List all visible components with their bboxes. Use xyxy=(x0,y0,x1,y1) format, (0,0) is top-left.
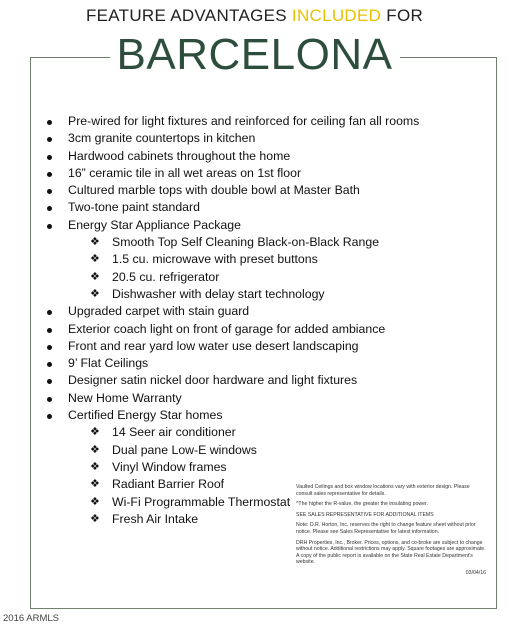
bullet-icon xyxy=(47,397,52,402)
page-title: BARCELONA xyxy=(116,30,393,79)
list-item: Cultured marble tops with double bowl at Master Bath xyxy=(40,182,419,199)
sub-list-item: ❖ Smooth Top Self Cleaning Black-on-Black Range xyxy=(40,234,419,251)
sub-list-item: ❖ Wi-Fi Programmable Thermostat xyxy=(40,494,419,511)
list-item: 3cm granite countertops in kitchen xyxy=(40,130,419,147)
bullet-icon xyxy=(47,137,52,142)
sub-list-item: ❖ 14 Seer air conditioner xyxy=(40,424,419,441)
note-vaulted-ceilings: Vaulted Ceilings and box window locations vary with exterior design. Please consult sales representative for details. xyxy=(296,484,470,497)
diamond-bullet-icon: ❖ xyxy=(90,287,100,300)
diamond-bullet-icon: ❖ xyxy=(90,495,100,508)
bullet-icon xyxy=(47,379,52,384)
page-header xyxy=(0,6,509,26)
diamond-bullet-icon: ❖ xyxy=(90,460,100,473)
header-suffix: FOR xyxy=(381,6,424,25)
diamond-bullet-icon: ❖ xyxy=(90,512,100,525)
fine-print xyxy=(296,484,486,577)
note-broker: DRH Properties, Inc., Broker. Prices, options, and co-broke are subject to change without notice. Additional restrictions may apply. Square footages are approximate. A copy of the public report is available on the State Real Estate Department's website. xyxy=(296,539,486,566)
note-sales-rep: SEE SALES REPRESENTATIVE FOR ADDITIONAL ITEMS xyxy=(296,511,434,518)
bullet-icon xyxy=(47,155,52,160)
list-item: Pre-wired for light fixtures and reinforced for ceiling fan all rooms xyxy=(40,113,419,130)
note-r-value: ^The higher the R-value, the greater the insulating power. xyxy=(296,501,428,508)
list-item: Two-tone paint standard xyxy=(40,199,419,216)
diamond-bullet-icon: ❖ xyxy=(90,478,100,491)
header-prefix: FEATURE ADVANTAGES xyxy=(85,6,292,25)
bullet-icon xyxy=(47,414,52,419)
list-item: Certified Energy Star homes xyxy=(40,407,419,424)
sub-list-item: ❖ Dual pane Low-E windows xyxy=(40,442,419,459)
bullet-icon xyxy=(47,345,52,350)
diamond-bullet-icon: ❖ xyxy=(90,443,100,456)
list-item: Upgraded carpet with stain guard xyxy=(40,303,419,320)
list-item: 9’ Flat Ceilings xyxy=(40,355,419,372)
sub-list-item: ❖ Vinyl Window frames xyxy=(40,459,419,476)
feature-list xyxy=(40,113,419,528)
diamond-bullet-icon: ❖ xyxy=(90,236,100,249)
list-item: 16” ceramic tile in all wet areas on 1st floor xyxy=(40,165,419,182)
sub-list-item: ❖ 1.5 cu. microwave with preset buttons xyxy=(40,251,419,268)
bullet-icon xyxy=(47,172,52,177)
list-item: Designer satin nickel door hardware and light fixtures xyxy=(40,372,419,389)
diamond-bullet-icon: ❖ xyxy=(90,270,100,283)
bullet-icon xyxy=(47,362,52,367)
sub-list-item: ❖ 20.5 cu. refrigerator xyxy=(40,269,419,286)
sub-list-item: ❖ Fresh Air Intake xyxy=(40,511,419,528)
list-item: Energy Star Appliance Package xyxy=(40,217,419,234)
diamond-bullet-icon: ❖ xyxy=(90,253,100,266)
bullet-icon xyxy=(47,120,52,125)
diamond-bullet-icon: ❖ xyxy=(90,426,100,439)
copyright-label: 2016 ARMLS xyxy=(3,613,59,624)
list-item: Hardwood cabinets throughout the home xyxy=(40,148,419,165)
bullet-icon xyxy=(47,189,52,194)
list-item: Front and rear yard low water use desert landscaping xyxy=(40,338,419,355)
sub-list-item: ❖ Radiant Barrier Roof xyxy=(40,476,419,493)
list-item: New Home Warranty xyxy=(40,390,419,407)
list-item: Exterior coach light on front of garage for added ambiance xyxy=(40,321,419,338)
bullet-icon xyxy=(47,310,52,315)
appliance-group xyxy=(40,234,419,303)
bullet-icon xyxy=(47,224,52,229)
note-horton: Note: D.R. Horton, Inc. reserves the right to change feature sheet without prior notice. Please see Sales Representative for latest information. xyxy=(296,522,476,535)
sub-list-item: ❖ Dishwasher with delay start technology xyxy=(40,286,419,303)
bullet-icon xyxy=(47,206,52,211)
header-highlight: INCLUDED xyxy=(291,6,382,25)
document-date: 03/04/16 xyxy=(465,569,486,576)
bullet-icon xyxy=(47,328,52,333)
appliance-list xyxy=(40,234,419,303)
